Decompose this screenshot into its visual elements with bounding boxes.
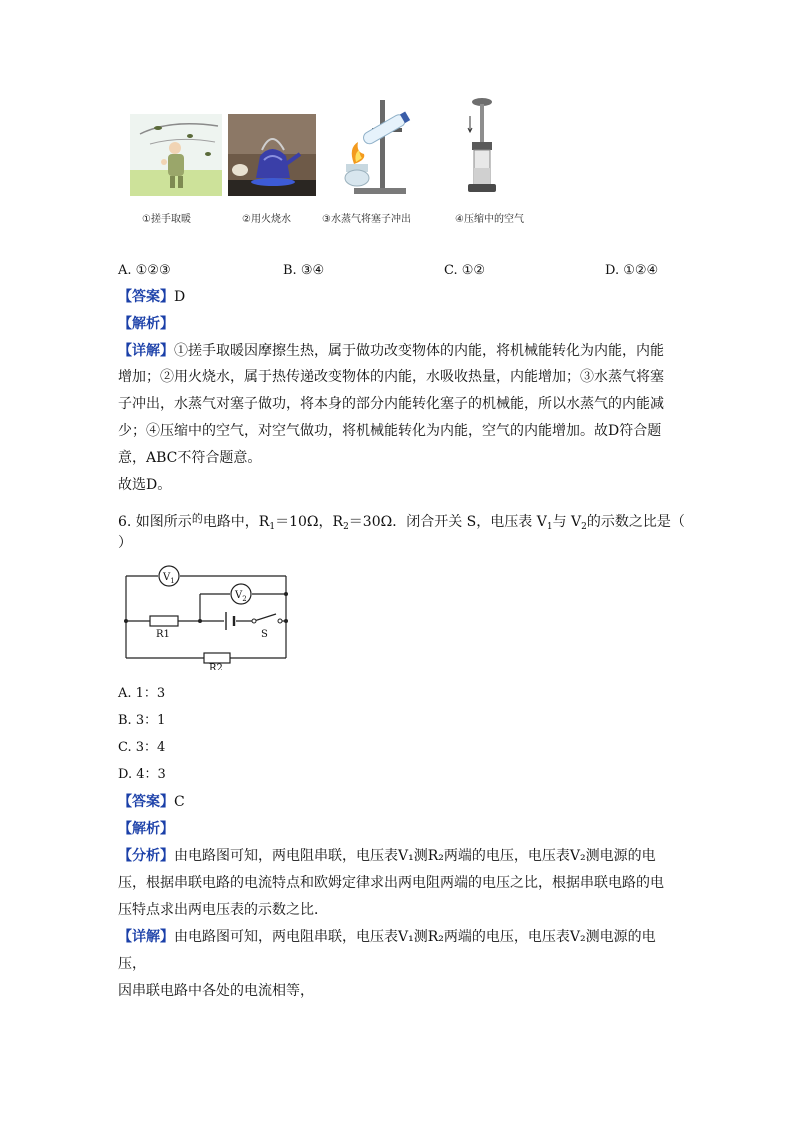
- q6-xj-line: 压，: [118, 956, 146, 972]
- fx-tag: 【分析】: [118, 848, 174, 864]
- stem-sub: 2: [581, 522, 587, 532]
- caption-1: ①搓手取暖: [142, 214, 191, 225]
- q5-option-c: C. ①②: [444, 263, 486, 278]
- r2-label: R2: [209, 663, 223, 670]
- q5-option-d: D. ①②④: [605, 263, 659, 278]
- q6-xj-line: 因串联电路中各处的电流相等，: [118, 983, 314, 999]
- junction-dot: [284, 592, 288, 596]
- answer-value: C: [174, 794, 185, 810]
- xj-text: 由电路图可知，两电阻串联，电压表V₁测R₂两端的电压，电压表V₂测电源的电: [174, 929, 656, 945]
- xj-tag: 【详解】: [118, 929, 174, 945]
- caption-2: ②用火烧水: [242, 214, 291, 225]
- v2-label: $V_2$: [235, 590, 247, 603]
- compress-air-illustration: [462, 96, 502, 196]
- q6-option-d: D. 4：3: [118, 767, 166, 782]
- switch-terminal: [278, 619, 282, 623]
- image-steam-plug: [332, 98, 422, 196]
- caption-4: ④压缩中的空气: [455, 214, 524, 225]
- stem-sub: 1: [546, 522, 553, 532]
- kettle-illustration: [228, 114, 316, 196]
- analysis-tag: 【解析】: [118, 316, 174, 332]
- rubbing-hands-illustration: [130, 114, 222, 196]
- switch-label: S: [261, 629, 268, 640]
- circuit-diagram: [120, 562, 292, 670]
- q5-analysis: [118, 314, 174, 334]
- stem-part: ＝10Ω，R: [275, 514, 344, 530]
- analysis-tag: 【解析】: [118, 821, 174, 837]
- v1-label: $V_1$: [163, 572, 175, 585]
- junction-dot: [284, 619, 288, 623]
- resistor-r2: [204, 653, 230, 663]
- q6-fx-line: 压，根据串联电路的电流特点和欧姆定律求出两电阻两端的电压之比，根据串联电路的电: [118, 875, 664, 891]
- q6-analysis: [118, 819, 174, 839]
- q6-fx-line: [118, 846, 656, 866]
- q6-answer: [118, 792, 185, 812]
- junction-dot: [124, 619, 128, 623]
- stem-part: ＝30Ω．闭合开关 S，电压表 V: [348, 514, 547, 530]
- q6-option-c: C. 3：4: [118, 740, 166, 755]
- stem-sub: 1: [269, 522, 276, 532]
- q6-option-a: A. 1：3: [118, 686, 166, 701]
- q6-stem: [118, 509, 685, 537]
- stem-part: 电路中，R: [202, 514, 270, 530]
- fx-text: 由电路图可知，两电阻串联，电压表V₁测R₂两端的电压，电压表V₂测电源的电: [174, 848, 656, 864]
- stem-part: 的: [191, 512, 203, 525]
- detail-text: ①搓手取暖因摩擦生热，属于做功改变物体的内能，将机械能转化为内能，内能: [174, 343, 664, 359]
- image-compress-air: [462, 96, 502, 196]
- resistor-r1: [150, 616, 178, 626]
- stem-part: 的示数之比是（: [586, 514, 685, 530]
- q5-conclusion: 故选D。: [118, 477, 172, 493]
- q5-detail-line: 少；④压缩中的空气，对空气做功，将机械能转化为内能，空气的内能增加。故D符合题: [118, 423, 662, 439]
- q6-fx-line: 压特点求出两电压表的示数之比．: [118, 902, 328, 918]
- detail-tag: 【详解】: [118, 343, 174, 359]
- q5-detail-line: 意，ABC不符合题意。: [118, 450, 262, 466]
- q5-option-b: B. ③④: [283, 263, 325, 278]
- stem-sub: 2: [343, 522, 349, 532]
- junction-dot: [198, 619, 202, 623]
- q6-stem-close: ）: [118, 535, 132, 551]
- q6-option-b: B. 3：1: [118, 713, 166, 728]
- steam-plug-illustration: [332, 98, 422, 196]
- image-rubbing-hands: [130, 114, 222, 196]
- answer-tag: 【答案】: [118, 794, 174, 810]
- stem-part: 与 V: [552, 514, 582, 530]
- q5-option-a: A. ①②③: [118, 263, 171, 278]
- q5-detail-line: [118, 341, 664, 361]
- r1-label: R1: [156, 629, 170, 640]
- q5-answer: [118, 287, 185, 307]
- q5-detail-line: 增加；②用火烧水，属于热传递改变物体的内能，水吸收热量，内能增加；③水蒸气将塞: [118, 369, 664, 385]
- answer-value: D: [174, 289, 186, 305]
- stem-part: 6. 如图所示: [118, 514, 192, 530]
- q5-detail-line: 子冲出，水蒸气对塞子做功，将本身的部分内能转化塞子的机械能，所以水蒸气的内能减: [118, 396, 664, 412]
- image-kettle: [228, 114, 316, 196]
- q6-xj-line: [118, 927, 656, 947]
- answer-tag: 【答案】: [118, 289, 174, 305]
- switch-terminal: [252, 619, 256, 623]
- caption-3: ③水蒸气将塞子冲出: [322, 214, 411, 225]
